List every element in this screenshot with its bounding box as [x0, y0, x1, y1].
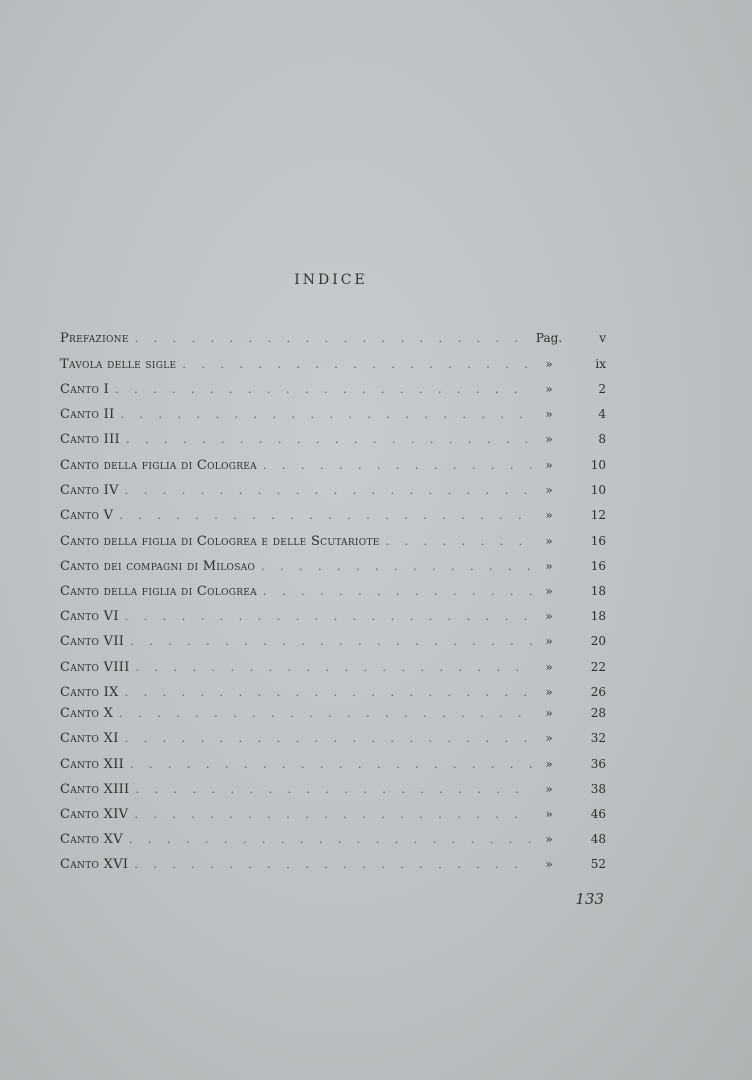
toc-entry-marker: » — [545, 706, 553, 720]
page-title: INDICE — [294, 272, 368, 288]
dot-leader — [125, 484, 532, 497]
toc-entry-marker: » — [545, 660, 553, 674]
toc-entry-page: 18 — [590, 584, 606, 598]
toc-entry-label: Canto I — [60, 382, 110, 397]
toc-entry-page: ix — [595, 357, 606, 371]
toc-entry-page: 32 — [590, 731, 606, 745]
toc-entry — [60, 609, 606, 629]
dot-leader — [130, 758, 532, 771]
toc-entry-page: 12 — [590, 508, 606, 522]
toc-entry-label: Canto XIV — [60, 807, 129, 822]
toc-entry — [60, 559, 606, 579]
toc-entry-label: Canto IV — [60, 483, 119, 498]
toc-entry-marker: » — [545, 458, 553, 472]
toc-entry — [60, 685, 606, 705]
toc-entry-page: 2 — [598, 382, 606, 396]
toc-entry-page: 36 — [590, 757, 606, 771]
toc-entry-marker: » — [545, 382, 553, 396]
toc-entry-page: 38 — [590, 782, 606, 796]
dot-leader — [119, 509, 532, 522]
toc-entry-marker: » — [545, 857, 553, 871]
toc-entry-label: Canto X — [60, 706, 114, 721]
toc-entry — [60, 634, 606, 654]
toc-entry-page: 48 — [590, 832, 606, 846]
toc-entry-page: v — [599, 331, 606, 345]
toc-entry-marker: Pag. — [535, 331, 563, 345]
toc-entry-label: Canto XIII — [60, 782, 130, 797]
dot-leader — [121, 408, 532, 421]
toc-entry-label: Canto III — [60, 432, 120, 447]
toc-entry — [60, 832, 606, 852]
toc-entry-marker: » — [545, 508, 553, 522]
toc-entry — [60, 357, 606, 377]
toc-entry — [60, 458, 606, 478]
toc-entry-marker: » — [545, 483, 553, 497]
toc-entry — [60, 782, 606, 802]
dot-leader — [130, 635, 532, 648]
toc-entry-label: Canto della figlia di Cologrea e delle Scutariote — [60, 534, 380, 549]
toc-entry-label: Canto VII — [60, 634, 125, 649]
toc-entry-marker: » — [545, 432, 553, 446]
toc-entry-marker: » — [545, 832, 553, 846]
toc-entry-marker: » — [545, 584, 553, 598]
toc-entry-page: 10 — [590, 483, 606, 497]
toc-entry-marker: » — [545, 609, 553, 623]
toc-entry-label: Canto VI — [60, 609, 119, 624]
toc-entry-page: 26 — [590, 685, 606, 699]
dot-leader — [115, 383, 532, 396]
toc-entry — [60, 432, 606, 452]
toc-entry-label: Canto XI — [60, 731, 119, 746]
toc-entry-marker: » — [545, 357, 553, 371]
dot-leader — [136, 661, 532, 674]
toc-entry-page: 4 — [598, 407, 606, 421]
dot-leader — [134, 808, 532, 821]
toc-entry-label: Canto XVI — [60, 857, 129, 872]
toc-entry-label: Tavola delle sigle — [60, 357, 177, 372]
toc-entry-page: 8 — [598, 432, 606, 446]
toc-entry-page: 18 — [590, 609, 606, 623]
toc-entry-page: 46 — [590, 807, 606, 821]
toc-entry — [60, 483, 606, 503]
dot-leader — [126, 433, 532, 446]
dot-leader — [119, 707, 532, 720]
toc-entry-marker: » — [545, 782, 553, 796]
dot-leader — [125, 610, 532, 623]
dot-leader — [261, 560, 532, 573]
toc-entry-page: 28 — [590, 706, 606, 720]
toc-entry-marker: » — [545, 407, 553, 421]
toc-entry-label: Canto dei compagni di Milosao — [60, 559, 256, 574]
toc-entry — [60, 706, 606, 726]
toc-entry — [60, 807, 606, 827]
dot-leader — [129, 833, 532, 846]
toc-entry-marker: » — [545, 634, 553, 648]
toc-entry-label: Canto IX — [60, 685, 119, 700]
toc-entry — [60, 731, 606, 751]
toc-entry-label: Canto XV — [60, 832, 123, 847]
dot-leader — [182, 358, 532, 371]
toc-entry — [60, 757, 606, 777]
dot-leader — [125, 732, 532, 745]
toc-entry-label: Canto XII — [60, 757, 125, 772]
toc-entry-label: Canto della figlia di Cologrea — [60, 458, 257, 473]
toc-entry-page: 16 — [590, 559, 606, 573]
dot-leader — [134, 858, 532, 871]
toc-entry — [60, 534, 606, 554]
dot-leader — [386, 535, 532, 548]
toc-entry-label: Canto V — [60, 508, 114, 523]
toc-entry-marker: » — [545, 807, 553, 821]
toc-entry — [60, 382, 606, 402]
page-number: 133 — [575, 890, 604, 908]
toc-entry-marker: » — [545, 757, 553, 771]
toc-entry-label: Canto II — [60, 407, 115, 422]
toc-entry-marker: » — [545, 559, 553, 573]
dot-leader — [136, 783, 533, 796]
toc-entry-page: 16 — [590, 534, 606, 548]
dot-leader — [125, 686, 532, 699]
toc-entry — [60, 331, 606, 351]
toc-entry-label: Canto VIII — [60, 660, 130, 675]
toc-entry-page: 20 — [590, 634, 606, 648]
toc-entry — [60, 584, 606, 604]
toc-entry-marker: » — [545, 731, 553, 745]
toc-entry-label: Canto della figlia di Cologrea — [60, 584, 257, 599]
toc-entry — [60, 508, 606, 528]
toc-entry-marker: » — [545, 685, 553, 699]
toc-entry-page: 22 — [590, 660, 606, 674]
dot-leader — [263, 459, 532, 472]
toc-entry — [60, 407, 606, 427]
toc-entry-page: 52 — [590, 857, 606, 871]
dot-leader — [263, 585, 532, 598]
toc-entry-marker: » — [545, 534, 553, 548]
toc-entry-page: 10 — [590, 458, 606, 472]
toc-entry — [60, 660, 606, 680]
toc-entry — [60, 857, 606, 877]
toc-entry-label: Prefazione — [60, 331, 129, 346]
dot-leader — [135, 332, 532, 345]
